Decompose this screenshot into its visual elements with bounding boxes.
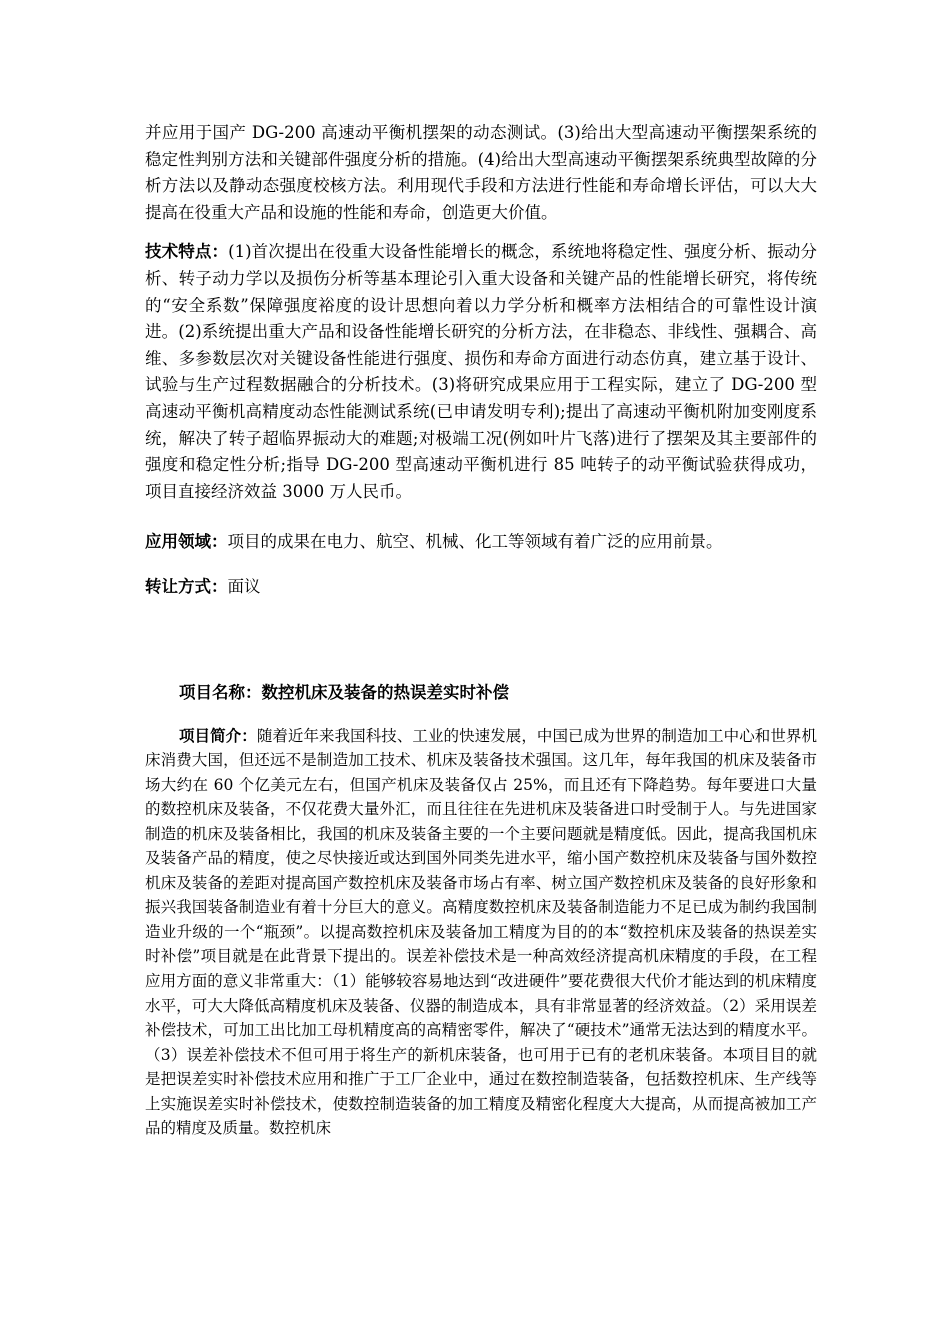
transfer-label: 转让方式：: [145, 576, 228, 596]
tech-features-paragraph: [145, 239, 817, 505]
transfer-paragraph: [145, 574, 817, 601]
application-text: 项目的成果在电力、航空、机械、化工等领域有着广泛的应用前景。: [227, 532, 723, 552]
tech-features-text: (1)首次提出在役重大设备性能增长的概念，系统地将稳定性、强度分析、振动分析、转子动力学以及损伤分析等基本理论引入重大设备和关键产品的性能增长研究，将传统的“安全系数”保障强度裕度的设计思想向着以力学分析和概率方法相结合的可靠性设计演进。(2)系统提出重大产品和设备性能增长研究的分析方法，在非稳态、非线性、强耦合、高维、多参数层次对关键设备性能进行强度、损伤和寿命方面进行动态仿真，建立基于设计、试验与生产过程数据融合的分析技术。(3)将研究成果应用于工程实际，建立了 DG-200 型高速动平衡机高精度动态性能测试系统(已申请发明专利);提出了高速动平衡机附加变刚度系统，解决了转子超临界振动大的难题;对极端工况(例如叶片飞落)进行了摆架及其主要部件的强度和稳定性分析;指导 DG-200 型高速动平衡机进行 85 吨转子的动平衡试验获得成功，项目直接经济效益 3000 万人民币。: [145, 242, 818, 501]
continuation-paragraph: 并应用于国产 DG-200 高速动平衡机摆架的动态测试。(3)给出大型高速动平衡摆架系统的稳定性判别方法和关键部件强度分析的措施。(4)给出大型高速动平衡摆架系统典型故障的分析方法以及静动态强度校核方法。利用现代手段和方法进行性能和寿命增长评估，可以大大提高在役重大产品和设施的性能和寿命，创造更大价值。: [145, 123, 817, 222]
project-title: 项目名称：数控机床及装备的热误差实时补偿: [179, 682, 509, 702]
project-intro-paragraph: [145, 724, 817, 1141]
application-paragraph: [145, 529, 817, 556]
application-label: 应用领域：: [145, 532, 228, 552]
project-intro-text: 随着近年来我国科技、工业的快速发展，中国已成为世界的制造加工中心和世界机床消费大国，但还远不是制造加工技术、机床及装备技术强国。这几年，每年我国的机床及装备市场大约在 60 个亿美元左右，但国产机床及装备仅占 25%，而且还有下降趋势。每年要进口大量的数控机床及装备，不仅花费大量外汇，而且往往在先进机床及装备进口时受制于人。与先进国家制造的机床及装备相比，我国的机床及装备主要的一个主要问题就是精度低。因此，提高我国机床及装备产品的精度，使之尽快接近或达到国外同类先进水平，缩小国产数控机床及装备与国外数控机床及装备的差距对提高国产数控机床及装备市场占有率、树立国产数控机床及装备的良好形象和振兴我国装备制造业有着十分巨大的意义。高精度数控机床及装备制造能力不足已成为制约我国制造业升级的一个“瓶颈”。以提高数控机床及装备加工精度为目的的本“数控机床及装备的热误差实时补偿”项目就是在此背景下提出的。误差补偿技术是一种高效经济提高机床精度的手段，在工程应用方面的意义非常重大：（1）能够较容易地达到“改进硬件”要花费很大代价才能达到的机床精度水平，可大大降低高精度机床及装备、仪器的制造成本，具有非常显著的经济效益。（2）采用误差补偿技术，可加工出比加工母机精度高的高精密零件，解决了“硬技术”通常无法达到的精度水平。（3）误差补偿技术不但可用于将生产的新机床装备，也可用于已有的老机床装备。本项目目的就是把误差实时补偿技术应用和推广于工厂企业中，通过在数控制造装备，包括数控机床、生产线等上实施误差实时补偿技术，使数控制造装备的加工精度及精密化程度大大提高，从而提高被加工产品的精度及质量。数控机床: [145, 726, 817, 1138]
transfer-text: 面议: [227, 576, 261, 596]
project-intro-label: 项目简介：: [179, 726, 257, 745]
document-page: [145, 120, 817, 1141]
tech-features-label: 技术特点：: [145, 242, 229, 262]
